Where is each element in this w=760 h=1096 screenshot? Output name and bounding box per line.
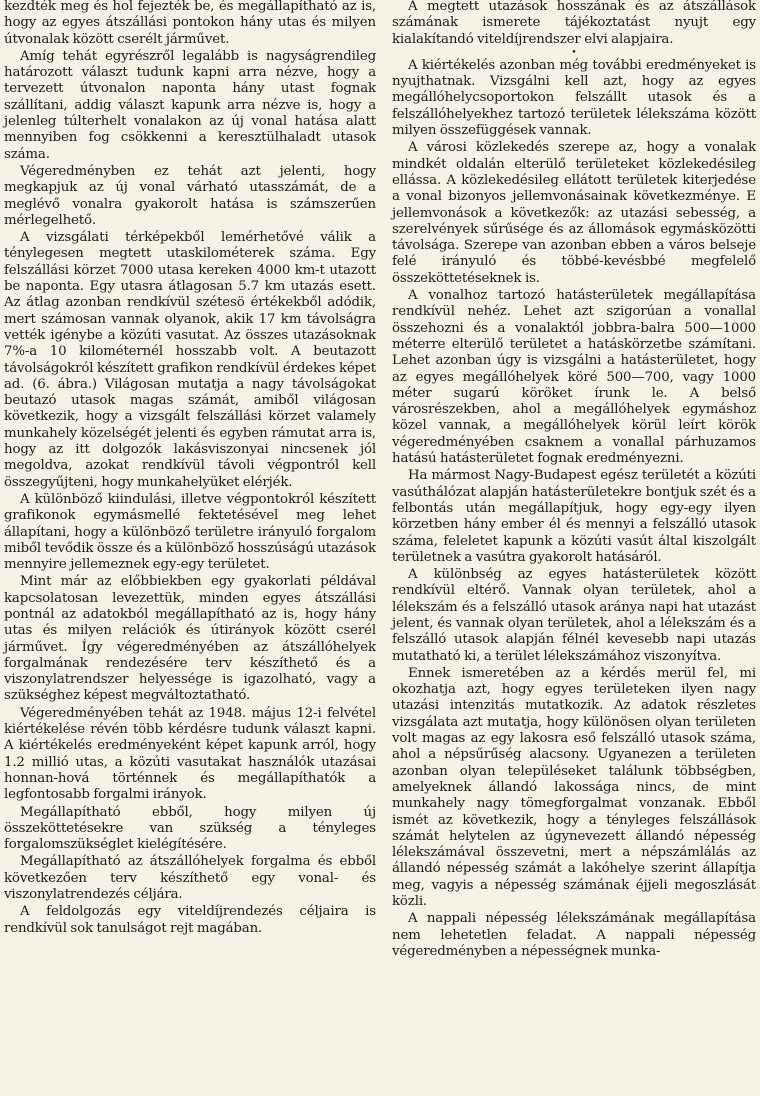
paragraph: Mint már az előbbiekben egy gyakorlati példával kapcsolatosan levezettük, minden egyes átszállási pontnál az adatokból megállapítható az is, hogy hány utas és milyen relációk és útirányok között cserél járművet. Így végeredményében az átszállóhelyek forgalmának rendezésére terv készíthető és a viszonylatrendszer helyessége is igazolható, vagy a szükséghez képest megváltoztatható. bbox=[4, 574, 376, 704]
right-column bbox=[384, 0, 756, 1096]
paragraph: A kiértékelés azonban még további eredményeket is nyujthatnak. Vizsgálni kell azt, hogy az egyes megállóhelycsoportokon felszállt utasok és a felszállóhelyekhez tartozó területek lélekszáma között milyen összefüggések vannak. bbox=[392, 57, 756, 139]
paragraph: Megállapítható az átszállóhelyek forgalma és ebből következően terv készíthető egy vonal- és viszonylatrendezés céljára. bbox=[4, 854, 376, 903]
paragraph: Ennek ismeretében az a kérdés merül fel, mi okozhatja azt, hogy egyes területeken ilyen nagy utazási intenzitás mutatkozik. Az adatok részletes vizsgálata azt mutatja, hogy különösen olyan területen volt magas az egy lakosra eső felszálló utasok száma, ahol a népsűrűség alacsony. Ugyanezen a területen azonban olyan településeket találunk többségben, amelyeknek állandó lakossága nincs, de mint munkahely nagy tömegforgalmat vonzanak. Ebből ismét az következik, hogy a tényleges felszállások számát helytelen az úgynevezett állandó népesség lélekszámával összevetni, mert a népszámlálás az állandó népesség számát a lakóhelye szerint állapítja meg, vagyis a népesség számának éjjeli megoszlását közli. bbox=[392, 665, 756, 910]
paragraph: Amíg tehát egyrészről legalább is nagyságrendileg határozott választ tudunk kapni arra nézve, hogy a tervezett útvonalon naponta hány utast fognak szállítani, addig választ kapunk arra nézve is, hogy a jelenleg túlterhelt vonalakon az új vonal hatása alatt mennyiben fog csökkenni a keresztülhaladt utasok száma. bbox=[4, 48, 376, 162]
paragraph: Végeredményben ez tehát azt jelenti, hogy megkapjuk az új vonal várható utasszámát, de a meglévő vonalra gyakorolt hatása is számszerűen mérlegelhető. bbox=[4, 163, 376, 228]
paragraph: Ha mármost Nagy-Budapest egész területét a közúti vasúthálózat alapján hatásterületekre bontjuk szét és a felbontás után megállapítjuk, hogy egy-egy ilyen körzetben hány ember él és mennyi a felszálló utasok száma, feleletet kapunk a közúti vasút által kiszolgált területnek a vasútra gyakorolt hatásáról. bbox=[392, 468, 756, 565]
paragraph: A feldolgozás egy viteldíjrendezés céljaira is rendkívül sok tanulságot rejt magában. bbox=[4, 904, 376, 936]
paragraph: A városi közlekedés szerepe az, hogy a vonalak mindkét oldalán elterülő területeket közlekedésileg ellássa. A közlekedésileg ellátott területek kiterjedése a vonal bizonyos jellemvonásainak következménye. E jellemvonások a következők: az utazási sebesség, a szerelvények sűrűsége és az állomások egymásközötti távolsága. Szerepe van azonban ebben a város belseje felé irányuló és többé-kevésbbé megfelelő összeköttetéseknek is. bbox=[392, 140, 756, 286]
paragraph: A megtett utazások hosszának és az átszállások számának ismerete tájékoztatást nyujt egy kialakítandó viteldíjrendszer elvi alapjaira. bbox=[392, 0, 756, 47]
left-column bbox=[4, 0, 376, 1096]
paragraph: A különbség az egyes hatásterületek között rendkívül eltérő. Vannak olyan területek, ahol a lélekszám és a felszálló utasok aránya napi hat utazást jelent, és vannak olyan területek, ahol a lélekszám és a felszálló utasok alapján félnél kevesebb napi utazás mutatható ki, a terület lélekszámához viszonyítva. bbox=[392, 567, 756, 664]
paragraph: kezdték meg és hol fejezték be, és megállapítható az is, hogy az egyes átszállási pontokon hány utas és milyen útvonalak között cserélt járművet. bbox=[4, 0, 376, 47]
paragraph: A vonalhoz tartozó hatásterületek megállapítása rendkívül nehéz. Lehet azt szigorúan a vonallal összehozni és a vonalaktól jobbra-balra 500—1000 méterre elterülő területet a hatáskörzetbe számítani. Lehet azonban úgy is vizsgálni a hatásterületet, hogy az egyes megállóhelyek köré 500—700, vagy 1000 méter sugarú köröket írunk le. A belső városrészekben, ahol a megállóhelyek egymáshoz közel vannak, a megállóhelyek körül leírt körök végeredményében csaknem a vonallal párhuzamos hatású hatásterületet fognak eredményezni. bbox=[392, 288, 756, 467]
paragraph: A nappali népesség lélekszámának megállapítása nem lehetetlen feladat. A nappali népesség végeredményben a népességnek munka- bbox=[392, 911, 756, 959]
section-separator-mark: • bbox=[571, 47, 577, 58]
paragraph: Megállapítható ebből, hogy milyen új összeköttetésekre van szükség a tényleges forgalomszükséglet kielégítésére. bbox=[4, 804, 376, 853]
paragraph: A vizsgálati térképekből lemérhetővé válik a ténylegesen megtett utaskilométerek száma. Egy felszállási körzet 7000 utasa kereken 4000 km-t utazott be naponta. Egy utasra átlagosan 5.7 km utazás esett. Az átlag azonban rendkívül szétesö értékekből adódik, mert számosan vannak olyanok, akik 17 km távolságra vették igénybe a közúti vasutat. Az összes utazásoknak 7%-a 10 kilométernél hosszabb volt. A beutazott távolságokról készített grafikon rendkívül érdekes képet ad. (6. ábra.) Világosan mutatja a nagy távolságokat beutazó utasok magas számát, amiből világosan következik, hogy a vizsgált felszállási körzet valamely munkahely közelségét jelenti és egyben rámutat arra is, hogy az itt dolgozók lakásviszonyai nincsenek jól megoldva, azokat rendkívül távoli végpontról kell összegyűjteni, hogy munkahelyüket elérjék. bbox=[4, 230, 377, 490]
paragraph: Végeredményében tehát az 1948. május 12-i felvétel kiértékelése révén több kérdésre tudunk választ kapni. A kiértékelés eredményeként képet kapunk arról, hogy 1.2 millió utas, a közúti vasutakat használók utazásai honnan-hová történnek és megállapíthatók a legfontosabb forgalmi irányok. bbox=[4, 705, 376, 803]
paragraph: A különböző kiindulási, illetve végpontokról készített grafikonok egymásmellé fektetésével meg lehet állapítani, hogy a különböző területre irányuló forgalom miből tevődik össze és a különböző hosszúságú utazások mennyire jellemeznek egy-egy területet. bbox=[4, 491, 376, 573]
